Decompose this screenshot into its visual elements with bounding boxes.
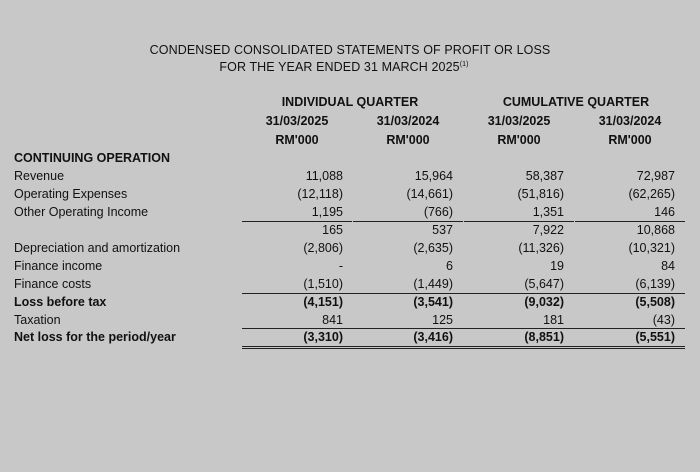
cell-value: (5,551) bbox=[635, 330, 675, 344]
cell-value: (3,416) bbox=[413, 330, 453, 344]
cell-value: (12,118) bbox=[297, 187, 343, 201]
cell-value: (6,139) bbox=[635, 277, 675, 291]
row-label: Other Operating Income bbox=[14, 205, 149, 219]
cell-value: 10,868 bbox=[636, 223, 675, 237]
table-row bbox=[0, 223, 700, 241]
cell-value: 6 bbox=[446, 259, 453, 273]
cell-value: (4,151) bbox=[303, 295, 343, 309]
cell-value: (51,816) bbox=[517, 187, 564, 201]
cumulative-quarter-header: CUMULATIVE QUARTER bbox=[502, 95, 650, 109]
cell-value: (766) bbox=[423, 205, 453, 219]
individual-quarter-header: INDIVIDUAL QUARTER bbox=[281, 95, 419, 109]
loss-before-tax-rule bbox=[242, 293, 685, 294]
cell-value: 165 bbox=[322, 223, 343, 237]
cell-value: (5,647) bbox=[524, 277, 564, 291]
col4-unit: RM'000 bbox=[608, 133, 652, 147]
section-heading: CONTINUING OPERATION bbox=[14, 151, 171, 165]
table-row bbox=[0, 187, 700, 205]
cell-value: (5,508) bbox=[635, 295, 675, 309]
cell-value: 19 bbox=[550, 259, 564, 273]
row-label: Finance costs bbox=[14, 277, 92, 291]
table-row bbox=[0, 295, 700, 313]
table-row bbox=[0, 169, 700, 187]
cell-value: (3,541) bbox=[413, 295, 453, 309]
statement-title: CONDENSED CONSOLIDATED STATEMENTS OF PROFIT OR LOSS bbox=[149, 43, 551, 57]
cell-value: (2,806) bbox=[303, 241, 343, 255]
col4-date: 31/03/2024 bbox=[598, 114, 662, 128]
cell-value: (43) bbox=[652, 313, 675, 327]
footnote-marker: (1) bbox=[459, 61, 469, 68]
statement-period: FOR THE YEAR ENDED 31 MARCH 2025 bbox=[219, 60, 460, 74]
cell-value: (10,321) bbox=[628, 241, 675, 255]
subtotal-rule bbox=[464, 221, 574, 222]
subtotal-rule bbox=[242, 221, 352, 222]
subtotal-rule bbox=[575, 221, 685, 222]
cell-value: 125 bbox=[432, 313, 453, 327]
row-label: Revenue bbox=[14, 169, 65, 183]
row-label: Taxation bbox=[14, 313, 61, 327]
cell-value: (14,661) bbox=[406, 187, 453, 201]
cell-value: 1,351 bbox=[532, 205, 564, 219]
col1-unit: RM'000 bbox=[275, 133, 319, 147]
statement-subtitle bbox=[0, 60, 694, 74]
col3-date: 31/03/2025 bbox=[487, 114, 551, 128]
cell-value: 537 bbox=[432, 223, 453, 237]
subtotal-rule bbox=[353, 221, 463, 222]
cell-value: 146 bbox=[654, 205, 675, 219]
cell-value: (2,635) bbox=[413, 241, 453, 255]
cell-value: 72,987 bbox=[636, 169, 675, 183]
cell-value: (11,326) bbox=[518, 241, 564, 255]
cell-value: 11,088 bbox=[305, 169, 343, 183]
cell-value: - bbox=[338, 259, 343, 273]
col2-date: 31/03/2024 bbox=[376, 114, 440, 128]
cell-value: 181 bbox=[543, 313, 564, 327]
cell-value: (3,310) bbox=[303, 330, 343, 344]
cell-value: 15,964 bbox=[414, 169, 453, 183]
cell-value: (8,851) bbox=[524, 330, 564, 344]
cell-value: (1,510) bbox=[303, 277, 343, 291]
cell-value: (62,265) bbox=[628, 187, 675, 201]
cell-value: (1,449) bbox=[413, 277, 453, 291]
cell-value: 841 bbox=[322, 313, 343, 327]
col3-unit: RM'000 bbox=[497, 133, 541, 147]
cell-value: (9,032) bbox=[524, 295, 564, 309]
row-label: Operating Expenses bbox=[14, 187, 128, 201]
col1-date: 31/03/2025 bbox=[265, 114, 329, 128]
row-label: Depreciation and amortization bbox=[14, 241, 181, 255]
cell-value: 58,387 bbox=[525, 169, 564, 183]
net-loss-rule bbox=[242, 328, 685, 329]
total-double-rule bbox=[242, 346, 685, 349]
cell-value: 84 bbox=[661, 259, 675, 273]
table-row bbox=[0, 241, 700, 259]
table-row bbox=[0, 259, 700, 277]
row-label: Finance income bbox=[14, 259, 103, 273]
cell-value: 1,195 bbox=[311, 205, 343, 219]
col2-unit: RM'000 bbox=[386, 133, 430, 147]
row-label: Loss before tax bbox=[14, 295, 107, 309]
row-label: Net loss for the period/year bbox=[14, 330, 176, 344]
cell-value: 7,922 bbox=[532, 223, 564, 237]
